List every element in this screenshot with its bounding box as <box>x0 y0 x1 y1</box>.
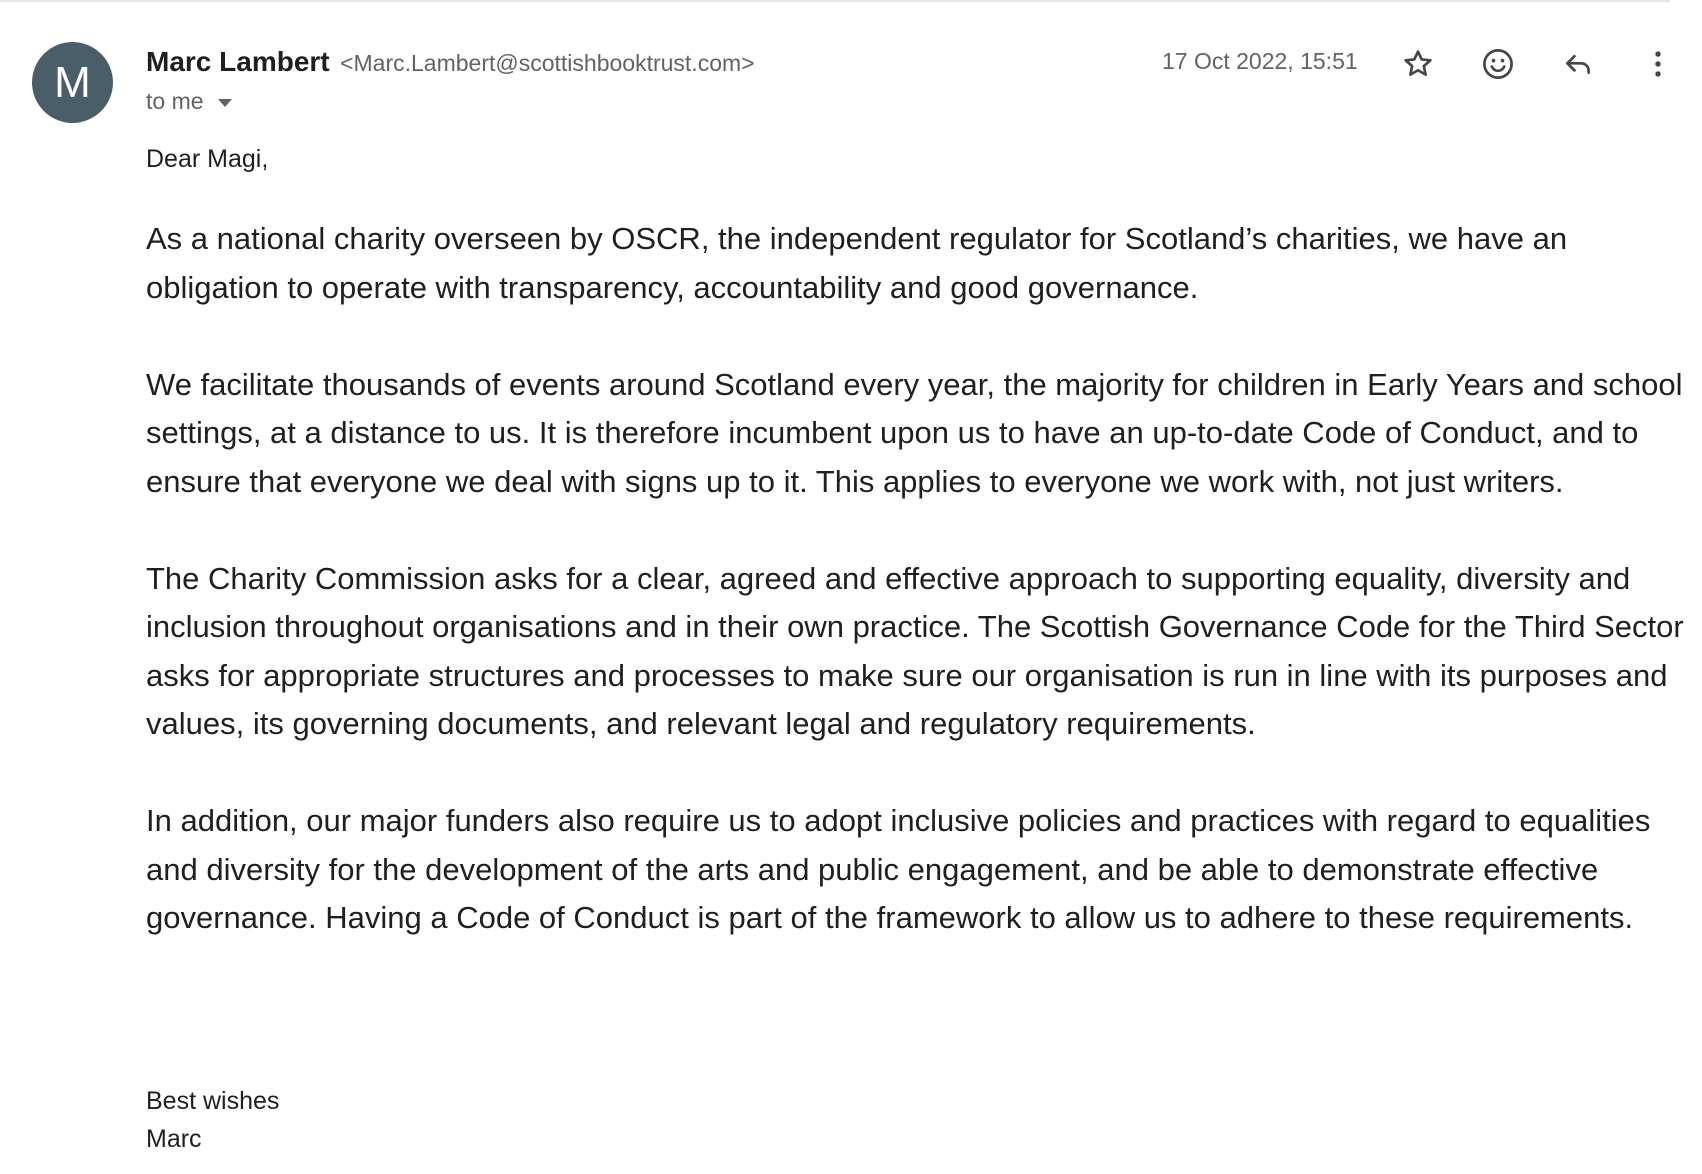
body-paragraph: We facilitate thousands of events around Scotland every year, the majority for children in Early Years and school settings, at a distance to us. It is therefore incumbent upon us to have an up-to-date Code of Conduct, and to ensure that everyone we deal with signs up to it. This applies to everyone we work with, not just writers. <box>146 366 1683 499</box>
signoff-line: Best wishes <box>146 1087 280 1115</box>
timestamp: 17 Oct 2022, 15:51 <box>1162 48 1358 74</box>
sender-email: <Marc.Lambert@scottishbooktrust.com> <box>340 50 755 76</box>
body-paragraph: As a national charity overseen by OSCR, the independent regulator for Scotland’s charities, we have an obligation to operate with transparency, accountability and good governance. <box>146 221 1568 305</box>
more-vert-icon <box>1641 47 1675 81</box>
emoji-icon <box>1481 47 1515 81</box>
avatar[interactable]: M <box>32 42 113 123</box>
star-icon <box>1401 47 1435 81</box>
body-paragraph: In addition, our major funders also require us to adopt inclusive policies and practices with regard to equalities and diversity for the development of the arts and public engagement, and be able to demonstrate effective governance. Having a Code of Conduct is part of the framework to allow us to adhere to these requirements. <box>146 803 1651 935</box>
top-divider <box>0 0 1670 2</box>
sender-name[interactable]: Marc Lambert <box>146 46 330 77</box>
chevron-down-icon[interactable] <box>218 99 232 107</box>
more-options-button[interactable] <box>1634 40 1682 88</box>
add-reaction-button[interactable] <box>1474 40 1522 88</box>
signature-name: Marc <box>146 1125 202 1153</box>
email-signoff <box>146 1082 279 1158</box>
body-paragraph: The Charity Commission asks for a clear, agreed and effective approach to supporting equality, diversity and inclusion throughout organisations and in their own practice. The Scottish Governance Code for the Third Sector asks for appropriate structures and processes to make sure our organisation is run in line with its purposes and values, its governing documents, and relevant legal and regulatory requirements. <box>146 560 1684 741</box>
sender-line <box>146 46 755 78</box>
recipient-details-toggle[interactable] <box>146 88 232 115</box>
email-greeting: Dear Magi, <box>146 145 269 173</box>
reply-icon <box>1561 47 1595 81</box>
recipient-label: to me <box>146 88 204 114</box>
email-body <box>146 215 1684 943</box>
reply-button[interactable] <box>1554 40 1602 88</box>
star-button[interactable] <box>1394 40 1442 88</box>
